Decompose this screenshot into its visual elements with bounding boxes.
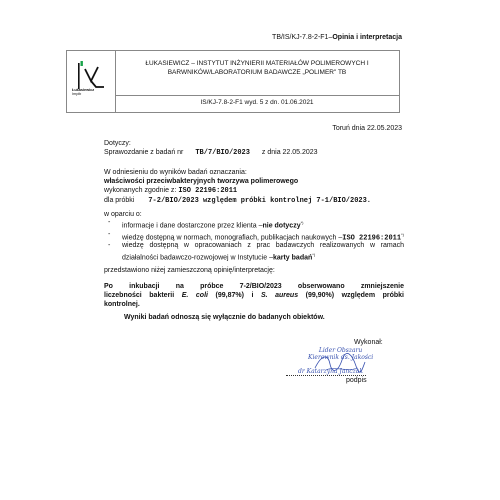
- sign-label: podpis: [346, 377, 367, 384]
- opinion-line2-b: (99,87%) i: [207, 292, 261, 299]
- header-box: [66, 50, 400, 113]
- basis-item-literature: [104, 231, 404, 243]
- basis-label: w oparciu o:: [104, 211, 142, 218]
- sample-label: dla próbki: [104, 197, 135, 204]
- reference-line1: W odniesieniu do wyników badań oznaczania:: [104, 169, 247, 176]
- sample-value: 7-2/BIO/2023 względem próbki kontrolnej 7-1/BIO/2023.: [148, 197, 371, 205]
- reference-line2: właściwości przeciwbakteryjnych tworzywa polimerowego: [104, 178, 299, 185]
- opinion-line1: Po inkubacji na próbce 7-2/BIO/2023 obserwowano zmniejszenie: [104, 283, 404, 290]
- reference-standard: ISO 22196:2011: [178, 187, 238, 195]
- logo-caption: [72, 88, 94, 97]
- bacteria-ecoli: E. coli: [181, 292, 208, 299]
- report-number: TB/7/BIO/2023: [195, 149, 250, 157]
- reference-line3: [104, 186, 404, 196]
- opinion-line3: kontrolnej.: [104, 301, 140, 308]
- reference-block: [104, 168, 404, 206]
- prepared-by-label: Wykonał:: [354, 339, 383, 346]
- conclusion: Wyniki badań odnoszą się wyłącznie do badanych obiektów.: [124, 314, 325, 321]
- bacteria-saureus: S. aureus: [260, 292, 299, 299]
- header-divider-horizontal: [115, 95, 399, 96]
- basis-item-text: wiedzę dostępną w normach, monografiach, publikacjach naukowych –: [122, 233, 343, 241]
- concerns-label: Dotyczy:: [104, 140, 131, 147]
- stamp-line1: Lider Obszaru: [318, 347, 363, 354]
- basis-item-bold: karty badań: [272, 253, 313, 261]
- basis-list: [104, 219, 404, 262]
- opinion-text: [104, 282, 404, 309]
- institute-name: [115, 59, 399, 77]
- institute-name-line1: ŁUKASIEWICZ – INSTYTUT INŻYNIERII MATERIAŁÓW POLIMEROWYCH I: [145, 60, 369, 67]
- report-line: [104, 148, 404, 158]
- basis-item-client: [104, 219, 404, 231]
- opinion-line2-a: liczebności bakterii: [104, 292, 182, 299]
- basis-item-sup: *): [401, 231, 404, 237]
- reference-line3-prefix: wykonanych zgodnie z:: [104, 187, 179, 194]
- document-code-suffix: Opinia i interpretacja: [332, 34, 402, 41]
- lukasiewicz-logo-icon: [71, 57, 111, 107]
- document-code-prefix: TB/IS/KJ-7.8-2-F1: [272, 34, 329, 41]
- basis-item-bold: ISO 22196:2011: [342, 233, 402, 242]
- form-number: IS/KJ-7.8-2-F1 wyd. 5 z dn. 01.06.2021: [200, 99, 314, 106]
- basis-item-research: [104, 242, 404, 262]
- place-date: Toruń dnia 22.05.2023: [332, 125, 402, 132]
- basis-item-sup: *): [300, 220, 304, 225]
- basis-item-text: wiedzę dostępną w opracowaniach z prac badawczych realizowanych w ramach działalności badawczo-rozwojowej w Instytucie –: [122, 242, 404, 261]
- opinion-intro: przedstawiono niżej zamieszczoną opinię/interpretację:: [104, 267, 275, 274]
- basis-item-text: informacje i dane dostarczone przez klienta –: [122, 222, 263, 230]
- stamp-line2: Kierownik ds. Jakości: [308, 354, 374, 361]
- opinion-line2-c: (99,90%) względem próbki: [298, 292, 404, 299]
- logo-caption-line2: Impib: [72, 92, 82, 97]
- reference-line4: [104, 196, 404, 206]
- basis-item-sup: *): [312, 251, 316, 257]
- report-date: z dnia 22.05.2023: [261, 149, 318, 156]
- opinion-line2: [104, 291, 404, 300]
- document-code: TB/IS/KJ-7.8-2-F1–Opinia i interpretacja: [272, 34, 402, 41]
- report-label: Sprawozdanie z badań nr: [104, 149, 184, 156]
- signer-name: dr Katarzyna Janczak: [298, 368, 364, 375]
- institute-name-line2: BARWNIKÓW/LABORATORIUM BADAWCZE „POLIMER" TB: [167, 69, 347, 76]
- basis-item-bold: nie dotyczy: [262, 222, 301, 230]
- logo-caption-line1: Łukasiewicz: [72, 88, 95, 92]
